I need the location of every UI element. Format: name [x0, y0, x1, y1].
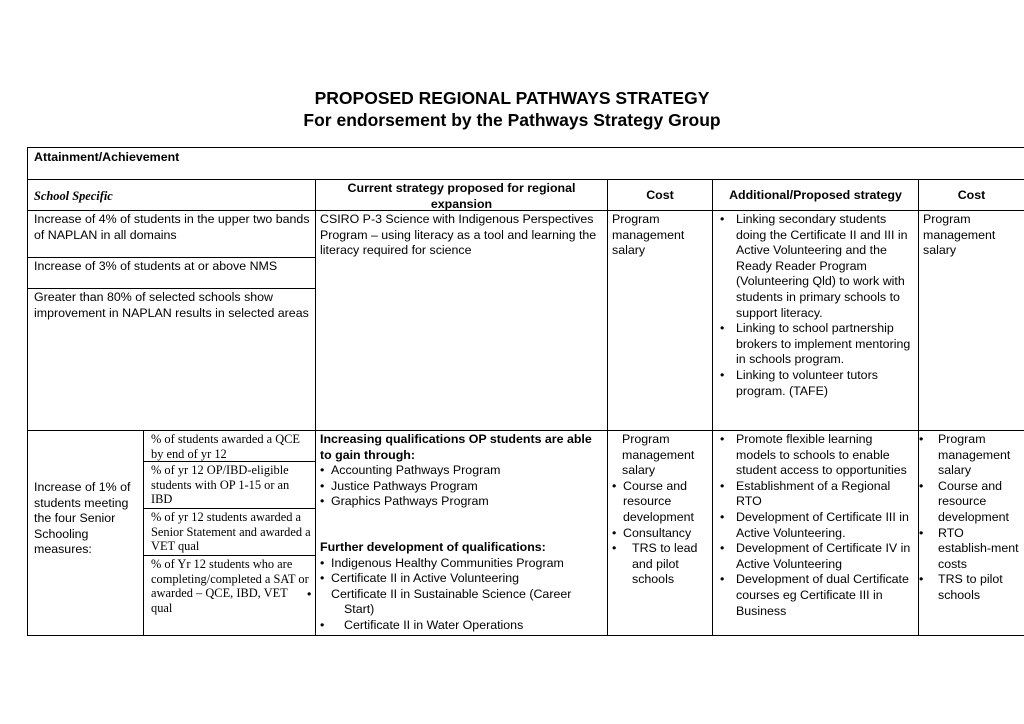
qualifications-heading: Increasing qualifications OP students are able to gain through:	[320, 432, 592, 462]
list-item: • Accounting Pathways Program	[320, 463, 603, 479]
list-item: • Certificate II in Sustainable Science (Career Start)	[320, 587, 603, 618]
page-title: PROPOSED REGIONAL PATHWAYS STRATEGY	[314, 88, 710, 108]
cost2-row1: Program management salary	[923, 212, 996, 258]
cost-program-management: Program management salary	[622, 432, 695, 478]
header-cost-2: Cost	[957, 188, 986, 202]
measure-op-ibd: % of yr 12 OP/IBD-eligible students with OP 1-15 or an IBD	[151, 463, 290, 507]
additional-strategy-row2	[713, 431, 918, 620]
measure-senior-statement: % of yr 12 students awarded a Senior Statement and awarded a VET qual	[151, 510, 311, 554]
list-item: • Linking to volunteer tutors program. (TAFE)	[717, 368, 914, 399]
page-subtitle: For endorsement by the Pathways Strategy Group	[303, 110, 721, 130]
cost2-row2	[912, 431, 1024, 605]
list-item: • TRS to lead and pilot schools	[612, 541, 708, 588]
header-cost: Cost	[646, 188, 674, 202]
list-item: • TRS to pilot schools	[916, 572, 1020, 603]
cost-row2	[608, 431, 712, 589]
list-item: • Development of dual Certificate courses eg Certificate III in Business	[717, 572, 914, 619]
list-item: • Linking secondary students doing the Certificate II and III in Active Volunteering and the Ready Reader Program (Volunteering Qld) to work with students in primary schools to support literacy.	[717, 212, 914, 321]
list-item: • Course and resource development	[916, 479, 1020, 526]
list-item: • Justice Pathways Program	[320, 479, 603, 495]
list-item: • Certificate II in Water Operations	[320, 618, 603, 634]
list-item: • Program management salary	[916, 432, 1020, 479]
list-item: • Certificate II in Active Volunteering	[320, 571, 603, 587]
cost-row1: Program management salary	[612, 212, 685, 258]
current-strategy-csiro: CSIRO P-3 Science with Indigenous Perspectives Program – using literacy as a tool and learning the literacy required for science	[320, 212, 597, 258]
list-item: • Establishment of a Regional RTO	[717, 479, 914, 510]
target-naplan-improvement: Greater than 80% of selected schools show improvement in NAPLAN results in selected areas	[34, 290, 309, 320]
measure-qce: % of students awarded a QCE by end of yr 12	[151, 432, 300, 461]
list-item: • Indigenous Healthy Communities Program	[320, 556, 603, 572]
measure-sat: % of Yr 12 students who are completing/completed a SAT or awarded – QCE, IBD, VET qual	[151, 557, 309, 615]
list-item: • Consultancy	[612, 526, 708, 542]
list-item: • Development of Certificate IV in Active Volunteering	[717, 541, 914, 572]
list-item: • Course and resource development	[612, 479, 708, 526]
development-heading: Further development of qualifications:	[320, 539, 546, 554]
additional-strategy-row1	[713, 211, 918, 400]
header-school-specific: School Specific	[34, 189, 113, 203]
list-item: • Linking to school partnership brokers to implement mentoring in schools program.	[717, 321, 914, 368]
target-naplan-upper-bands: Increase of 4% of students in the upper two bands of NAPLAN in all domains	[34, 212, 310, 242]
list-item: • Promote flexible learning models to schools to enable student access to opportunities	[717, 432, 914, 479]
target-nms: Increase of 3% of students at or above NMS	[34, 259, 278, 273]
list-item: • RTO establish-ment costs	[916, 526, 1020, 573]
target-senior-schooling: Increase of 1% of students meeting the four Senior Schooling measures:	[34, 480, 131, 557]
header-current-strategy: Current strategy proposed for regional expansion	[347, 181, 576, 211]
header-additional-strategy: Additional/Proposed strategy	[729, 188, 902, 202]
list-item: • Development of Certificate III in Active Volunteering.	[717, 510, 914, 541]
section-header: Attainment/Achievement	[34, 150, 180, 164]
list-item: • Graphics Pathways Program	[320, 494, 603, 510]
current-strategy-row2	[316, 431, 607, 635]
